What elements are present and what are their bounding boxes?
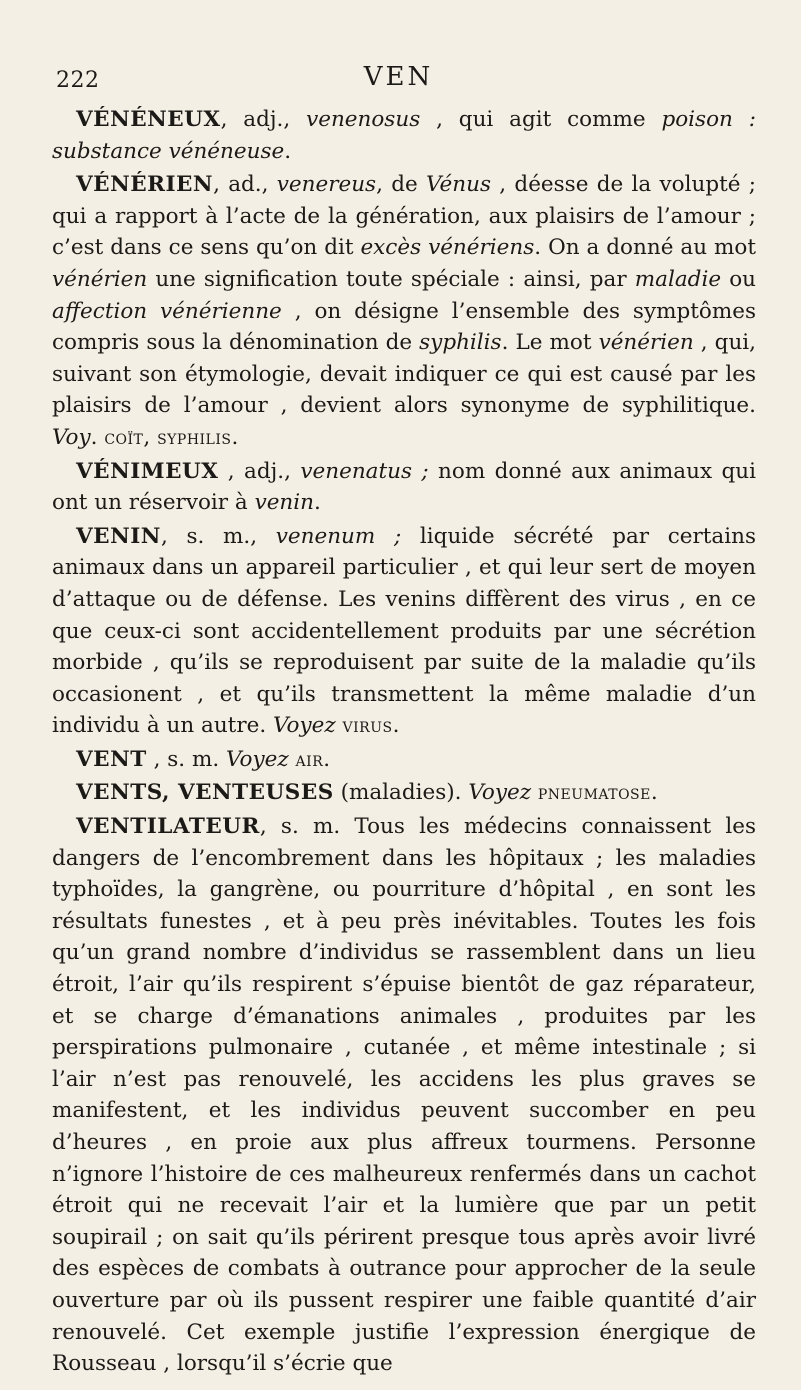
entry-headword: VENTILATEUR (76, 814, 260, 840)
cross-reference: coït (104, 425, 144, 449)
page-header (56, 62, 741, 102)
italic-term: venereus (276, 172, 377, 198)
entry-text: . (650, 780, 658, 806)
cross-reference: pneumatose (537, 781, 651, 805)
entry-text (531, 780, 538, 805)
dictionary-entry (52, 104, 756, 167)
entry-text: . (231, 424, 239, 450)
italic-term: excès vénériens (360, 235, 535, 261)
entry-text (289, 747, 296, 772)
italic-term: Voyez (272, 713, 336, 739)
dictionary-entry (52, 744, 756, 776)
entry-text: , qui, suivant son étymologie, devait indiquer ce qui est causé par les plaisirs de l’amour , devient alors synonyme de syphilitique. (52, 330, 756, 419)
dictionary-entry (52, 169, 756, 453)
italic-term: affection vénérienne (52, 298, 282, 324)
cross-reference: virus (342, 714, 393, 738)
entry-text: (maladies). (333, 780, 469, 806)
italic-term: vénérien (598, 330, 694, 356)
entry-text: , déesse de la volupté ; qui a rapport à l’acte de la génération, aux plaisirs de l’amour ; c’est dans ce sens qu’on dit (52, 172, 756, 261)
entry-text: . (314, 490, 321, 516)
entry-text: , ad., (213, 172, 277, 198)
entry-text: , s. m., (160, 523, 276, 549)
italic-term: Vénus (426, 172, 492, 198)
entry-text: liquide sécrété par certains animaux dans un appareil particulier , et qui leur sert de moyen d’attaque ou de défense. Les venins diffèrent des virus , en ce que ceux-ci sont accidentellement produits par une sécrétion morbide , qu’ils se reproduisent par suite de la maladie qu’ils occasionent , et qu’ils transmettent la même maladie d’un individu à un autre. (52, 523, 756, 739)
entry-headword: VENIN (76, 523, 161, 549)
running-head: VEN (363, 62, 434, 92)
cross-reference: air (295, 747, 324, 771)
dictionary-entries (52, 104, 756, 1382)
italic-term: venenum ; (275, 523, 402, 549)
italic-term: syphilis (419, 330, 502, 356)
entry-headword: VÉNÉRIEN (76, 172, 214, 198)
entry-text: une signification toute spéciale : ainsi, par (147, 266, 635, 292)
entry-text: . (90, 424, 105, 450)
entry-text: , s. m. Tous les médecins connaissent les dangers de l’encombrement dans les hôpitaux ; les maladies typhoïdes, la gangrène, ou pourriture d’hôpital , en sont les résultats funestes , et à peu près inévitables. Toutes les fois qu’un grand nombre d’individus se rassemblent dans un lieu étroit, l’air qu’ils respirent s’épuise bientôt de gaz réparateur, et se charge d’émanations animales , produites par les perspirations pulmonaire , cutanée , et même intestinale ; si l’air n’est pas renouvelé, les accidens les plus graves se manifestent, et les individus peuvent succomber en peu d’heures , en proie aux plus affreux tourmens. Personne n’ignore l’histoire de ces malheureux renfermés dans un cachot étroit qui ne recevait l’air et la lumière que par un petit soupirail ; on sait qu’ils périrent presque tous après avoir livré des espèces de combats à outrance pour approcher de la seule ouverture par où ils pussent respirer une faible quantité d’air renouvelé. Cet exemple justifie l’expression énergique de Rousseau , lorsqu’il s’écrie que (52, 814, 756, 1377)
italic-term: venenatus ; (300, 458, 429, 484)
entry-text: , adj., (220, 107, 307, 132)
entry-text: . (284, 138, 292, 164)
entry-text: , adj., (218, 458, 301, 484)
italic-term: Voy (52, 424, 91, 450)
entry-headword: VENTS, VENTEUSES (76, 780, 334, 806)
entry-text: , de (376, 172, 426, 198)
entry-text: . Le mot (501, 330, 599, 356)
entry-headword: VÉNÉNEUX (76, 107, 221, 132)
entry-text (336, 713, 343, 738)
dictionary-entry (52, 811, 756, 1380)
entry-text: . (392, 713, 400, 739)
dictionary-entry (52, 456, 756, 519)
italic-term: maladie (634, 266, 722, 292)
entry-headword: VÉNIMEUX (76, 458, 219, 484)
italic-term: vénérien (52, 266, 148, 292)
entry-headword: VENT (76, 746, 147, 772)
entry-text: . (323, 746, 331, 772)
italic-term: poison : substance vénéneuse (52, 107, 756, 164)
entry-text: nom donné aux animaux qui ont un réservoir à (52, 458, 756, 516)
entry-text: , s. m. (146, 746, 226, 772)
italic-term: Voyez (468, 780, 532, 806)
dictionary-entry (52, 777, 756, 809)
cross-reference: syphilis (157, 425, 232, 449)
page-number: 222 (56, 68, 100, 93)
entry-text: ou (721, 266, 756, 292)
italic-term: Voyez (226, 746, 289, 772)
dictionary-entry (52, 521, 756, 742)
italic-term: venenosus (306, 107, 421, 132)
entry-text: , (143, 424, 158, 450)
entry-text: , on désigne l’ensemble des symptômes compris sous la dénomination de (52, 298, 756, 356)
italic-term: venin (254, 490, 315, 516)
entry-text: . On a donné au mot (534, 235, 756, 261)
entry-text: , qui agit comme (420, 107, 662, 132)
